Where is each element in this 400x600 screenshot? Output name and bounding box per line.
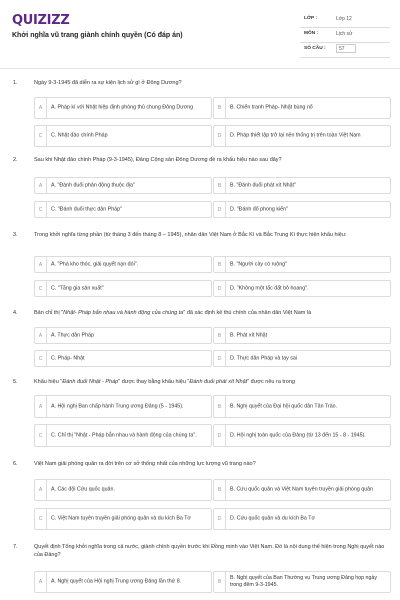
option-d[interactable] (213, 201, 391, 218)
question-text: Bản chỉ thị "Nhật- Pháp bắn nhau và hành động của chúng ta" đã xác định kẻ thù chính của nhân dân Việt Nam là (34, 310, 312, 316)
option-d[interactable] (213, 280, 391, 297)
option-text: B. Cứu quốc quân và Việt Nam tuyên truyền giải phóng quân (230, 486, 374, 493)
meta-value: Lớp 12 (336, 16, 352, 22)
option-text: B. Chiến tranh Pháp- Nhật bùng nổ (230, 104, 313, 111)
option-text: C. Chỉ thị "Nhật - Pháp bắn nhau và hành động của chúng ta". (51, 432, 197, 438)
option-key: B (214, 480, 226, 500)
question-text: Trong khởi nghĩa từng phần (từ tháng 3 đến tháng 8 – 1945), nhân dân Việt Nam ở Bắc Kì và Bắc Trung Kì thực hiện khẩu hiệu: (34, 232, 347, 238)
question-number: 6. (13, 461, 18, 467)
option-key: D (214, 202, 226, 217)
meta-label: LỚP : (304, 16, 318, 21)
question-text: Sau khi Nhật đảo chính Pháp (9-3-1945), Đảng Cộng sản Đông Dương đề ra khẩu hiệu nào sau đây? (34, 157, 282, 163)
question-text: Quyết định Tổng khởi nghĩa trong cả nước, giành chính quyền trước khi Đồng minh vào Việt Nam. Đó là nội dung thể hiện trong Nghị quyết nào của Đảng? (34, 544, 385, 558)
option-key: B (214, 257, 226, 272)
option-key: A (35, 328, 47, 343)
option-key: C (35, 126, 47, 146)
option-c[interactable] (34, 125, 212, 147)
option-c[interactable] (34, 508, 212, 530)
option-text: A. Hội nghị Ban chấp hành Trung ương Đảng (5 - 1945). (51, 403, 184, 409)
option-text: C. Nhật đảo chính Pháp (51, 132, 108, 139)
worksheet-title: Khởi nghĩa vũ trang giành chính quyền (Có đáp án) (12, 32, 183, 39)
option-text: B. Phát xít Nhật (230, 332, 268, 338)
question-number: 5. (13, 379, 18, 385)
option-text: C. Việt Nam tuyên truyền giải phóng quân và du kích Ba Tơ (51, 515, 191, 522)
option-a[interactable] (34, 571, 212, 593)
option-text: B. Nghị quyết của Đại hội quốc dân Tân Trào. (230, 403, 338, 409)
option-text: A. "Phá kho thóc, giải quyết nạn đói". (51, 261, 139, 267)
meta-value: Lịch sử (336, 31, 353, 37)
option-b[interactable] (213, 479, 391, 501)
meta-row-count (300, 43, 390, 58)
option-a[interactable] (34, 177, 212, 194)
option-text: D. Thực dân Pháp và tay sai (230, 355, 298, 361)
option-text: C. Pháp- Nhật (51, 355, 85, 361)
option-key: A (35, 98, 47, 118)
option-key: B (214, 328, 226, 343)
option-a[interactable] (34, 479, 212, 501)
option-key: D (214, 281, 226, 296)
option-key: A (35, 572, 47, 592)
option-c[interactable] (34, 350, 212, 367)
option-key: C (35, 425, 47, 446)
option-b[interactable] (213, 256, 391, 273)
question-text: Việt Nam giải phóng quân ra đời trên cơ sở thống nhất của những lực lượng vũ trang nào? (34, 461, 256, 467)
meta-label: SỐ CÂU : (304, 46, 326, 51)
option-text: B. Nghị quyết của Ban Thường vụ Trung ương Đảng họp ngày trong đêm 9-3-1945. (230, 575, 378, 588)
option-text: D. "Không một tấc đất bỏ hoang". (230, 285, 309, 291)
meta-table (300, 13, 390, 58)
option-text: B. "Người cày có ruộng" (230, 261, 288, 267)
option-key: D (214, 425, 226, 446)
option-d[interactable] (213, 125, 391, 147)
option-text: A. "Đánh đuổi phản động thuộc địa" (51, 182, 135, 188)
option-key: A (35, 396, 47, 417)
option-key: C (35, 202, 47, 217)
question-text: Ngày 9-3-1945 đã diễn ra sự kiện lịch sử gì ở Đông Dương? (34, 80, 182, 86)
option-key: A (35, 178, 47, 193)
option-text: D. Hội nghị toàn quốc của Đảng (từ 13 đến 15 - 8 - 1945). (230, 432, 366, 438)
question-number: 1. (13, 80, 18, 86)
option-a[interactable] (34, 327, 212, 344)
option-text: D. Cứu quốc quân và du kích Ba Tơ (230, 515, 315, 522)
option-d[interactable] (213, 508, 391, 530)
option-text: A. Nghị quyết của Hội nghị Trung ương Đảng lần thứ 8. (51, 578, 182, 585)
option-key: D (214, 351, 226, 366)
option-a[interactable] (34, 395, 212, 418)
worksheet-header (0, 0, 400, 72)
option-c[interactable] (34, 280, 212, 297)
option-text: A. Các đội Cứu quốc quân. (51, 486, 115, 493)
option-key: C (35, 509, 47, 529)
meta-label: MÔN : (304, 31, 319, 36)
meta-row-subject (300, 28, 390, 43)
option-key: B (214, 178, 226, 193)
question-number: 3. (13, 232, 18, 238)
meta-value: 57 (336, 44, 356, 53)
question-number: 4. (13, 310, 18, 316)
header-divider (0, 68, 400, 69)
option-b[interactable] (213, 395, 391, 418)
question-text: Khẩu hiệu "Đánh đuổi Nhật - Pháp" được thay bằng khẩu hiệu "Đánh đuổi phát xít Nhật" được nêu ra trong (34, 379, 295, 385)
option-a[interactable] (34, 256, 212, 273)
option-key: B (214, 98, 226, 118)
option-b[interactable] (213, 327, 391, 344)
option-key: C (35, 351, 47, 366)
option-key: B (214, 572, 226, 592)
option-d[interactable] (213, 350, 391, 367)
option-key: A (35, 257, 47, 272)
option-text: C. "Đánh đuổi thực dân Pháp" (51, 206, 122, 212)
meta-row-class (300, 13, 390, 28)
option-text: A. Pháp kí với Nhật hiệp định phòng thủ chung Đông Dương (51, 104, 194, 111)
question-number: 7. (13, 544, 18, 550)
option-key: C (35, 281, 47, 296)
option-text: D. Pháp thiết lập trở lại nền thống trị trên toàn Việt Nam (230, 132, 361, 139)
option-b[interactable] (213, 97, 391, 119)
option-text: B. "Đánh đuổi phát xít Nhật" (230, 182, 296, 188)
option-b[interactable] (213, 177, 391, 194)
option-key: D (214, 126, 226, 146)
option-a[interactable] (34, 97, 212, 119)
option-b[interactable] (213, 571, 391, 593)
option-text: D. "Đánh đổ phong kiến" (230, 206, 288, 212)
option-d[interactable] (213, 424, 391, 447)
option-key: B (214, 396, 226, 417)
question-number: 2. (13, 157, 18, 163)
option-key: D (214, 509, 226, 529)
option-c[interactable] (34, 424, 212, 447)
option-key: A (35, 480, 47, 500)
quizizz-logo: QUIZIZZ (12, 13, 70, 28)
option-text: A. Thực dân Pháp (51, 332, 94, 338)
option-c[interactable] (34, 201, 212, 218)
option-text: C. "Tăng gia sản xuất" (51, 285, 104, 291)
